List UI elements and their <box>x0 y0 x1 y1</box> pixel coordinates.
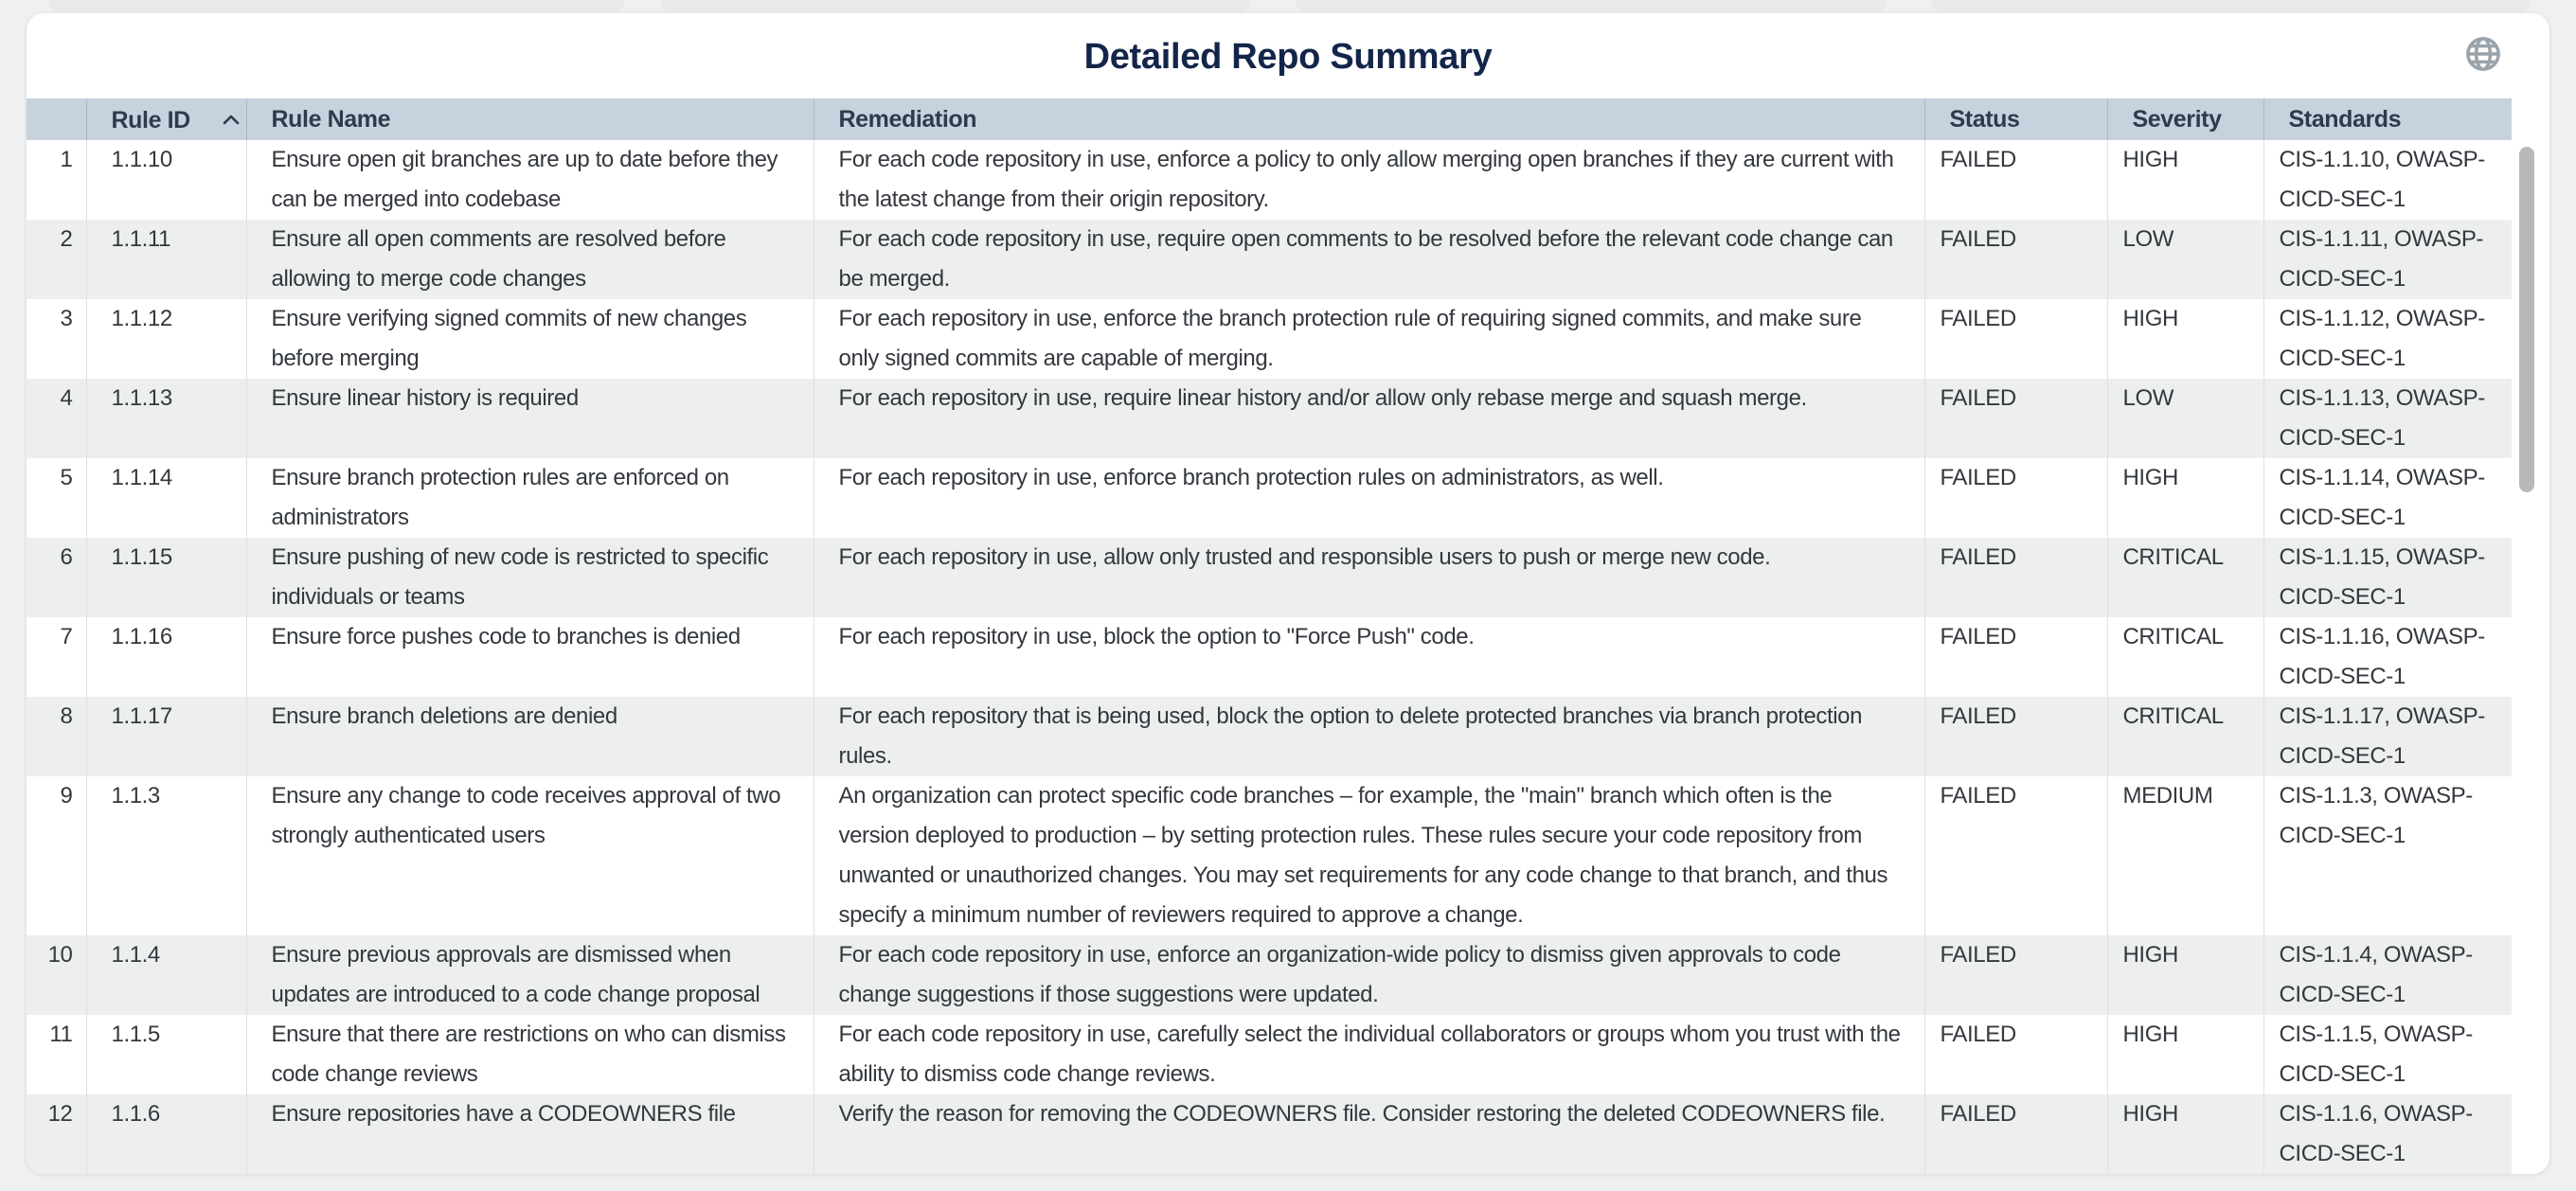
column-header-rule-name[interactable]: Rule Name <box>246 98 814 140</box>
cell-rule-name: Ensure pushing of new code is restricted to specific individuals or teams <box>246 538 814 617</box>
cell-status: FAILED <box>1924 1015 2107 1094</box>
cell-row-index: 5 <box>60 465 73 490</box>
column-header-status[interactable]: Status <box>1924 98 2107 140</box>
cell-rule-id: 1.1.4 <box>86 935 246 1015</box>
cell-rule-id: 1.1.16 <box>86 617 246 697</box>
adjacent-card-stub <box>49 0 625 11</box>
adjacent-card-stub <box>661 0 1250 11</box>
sort-ascending-icon <box>221 105 242 132</box>
cell-severity: CRITICAL <box>2107 538 2263 617</box>
table-row <box>27 1094 2512 1174</box>
cell-standards: CIS-1.1.11, OWASP-CICD-SEC-1 <box>2263 220 2512 299</box>
cell-severity: LOW <box>2107 220 2263 299</box>
table-row <box>27 458 2512 538</box>
cell-severity: CRITICAL <box>2107 617 2263 697</box>
column-header-standards[interactable]: Standards <box>2263 98 2512 140</box>
cell-row-index: 12 <box>47 1101 73 1127</box>
cell-standards: CIS-1.1.5, OWASP-CICD-SEC-1 <box>2263 1015 2512 1094</box>
cell-remediation: For each repository in use, allow only trusted and responsible users to push or merge new code. <box>814 538 1924 617</box>
cell-status: FAILED <box>1924 538 2107 617</box>
cell-row-index: 9 <box>60 783 73 809</box>
cell-standards: CIS-1.1.16, OWASP-CICD-SEC-1 <box>2263 617 2512 697</box>
cell-status: FAILED <box>1924 458 2107 538</box>
column-header-rule-id[interactable] <box>86 98 246 140</box>
table-row <box>27 299 2512 379</box>
cell-row-index: 4 <box>60 385 73 411</box>
adjacent-card-stub <box>1931 0 2531 11</box>
cell-status: FAILED <box>1924 299 2107 379</box>
page-title: Detailed Repo Summary <box>1083 37 1493 77</box>
cell-standards: CIS-1.1.4, OWASP-CICD-SEC-1 <box>2263 935 2512 1015</box>
table-row <box>27 1015 2512 1094</box>
cell-rule-name: Ensure linear history is required <box>246 379 814 458</box>
table-header-row <box>27 98 2512 140</box>
repo-summary-table <box>27 98 2512 1174</box>
cell-standards: CIS-1.1.14, OWASP-CICD-SEC-1 <box>2263 458 2512 538</box>
table-row <box>27 538 2512 617</box>
cell-standards: CIS-1.1.15, OWASP-CICD-SEC-1 <box>2263 538 2512 617</box>
cell-remediation: For each repository in use, require linear history and/or allow only rebase merge and squash merge. <box>814 379 1924 458</box>
vertical-scrollbar[interactable] <box>2519 140 2534 1174</box>
cell-status: FAILED <box>1924 140 2107 220</box>
cell-standards: CIS-1.1.6, OWASP-CICD-SEC-1 <box>2263 1094 2512 1174</box>
cell-standards: CIS-1.1.12, OWASP-CICD-SEC-1 <box>2263 299 2512 379</box>
cell-standards: CIS-1.1.13, OWASP-CICD-SEC-1 <box>2263 379 2512 458</box>
cell-rule-name: Ensure branch protection rules are enforced on administrators <box>246 458 814 538</box>
cell-standards: CIS-1.1.10, OWASP-CICD-SEC-1 <box>2263 140 2512 220</box>
cell-remediation: For each repository in use, enforce the branch protection rule of requiring signed commits, and make sure only signed commits are capable of merging. <box>814 299 1924 379</box>
cell-rule-id: 1.1.13 <box>86 379 246 458</box>
cell-rule-id: 1.1.5 <box>86 1015 246 1094</box>
cell-severity: HIGH <box>2107 140 2263 220</box>
cell-remediation: For each repository that is being used, block the option to delete protected branches via branch protection rules. <box>814 697 1924 776</box>
cell-severity: LOW <box>2107 379 2263 458</box>
cell-remediation: An organization can protect specific code branches – for example, the "main" branch which often is the version deployed to production – by setting protection rules. These rules secure your code repository from unwanted or unauthorized changes. You may set requirements for any code change to that branch, and thus specify a minimum number of reviewers required to approve a change. <box>814 776 1924 935</box>
cell-rule-id: 1.1.14 <box>86 458 246 538</box>
cell-row-index: 7 <box>60 624 73 649</box>
cell-status: FAILED <box>1924 220 2107 299</box>
cell-row-index: 3 <box>60 306 73 331</box>
cell-row-index: 11 <box>49 1022 73 1047</box>
cell-severity: HIGH <box>2107 1015 2263 1094</box>
table-row <box>27 617 2512 697</box>
cell-status: FAILED <box>1924 617 2107 697</box>
cell-status: FAILED <box>1924 379 2107 458</box>
card-titlebar <box>27 13 2549 98</box>
column-header-remediation[interactable]: Remediation <box>814 98 1924 140</box>
cell-rule-id: 1.1.10 <box>86 140 246 220</box>
cell-remediation: For each code repository in use, enforce an organization-wide policy to dismiss given approvals to code change suggestions if those suggestions were updated. <box>814 935 1924 1015</box>
cell-severity: HIGH <box>2107 1094 2263 1174</box>
detailed-repo-summary-card <box>27 13 2549 1174</box>
cell-rule-id: 1.1.3 <box>86 776 246 935</box>
cell-remediation: Verify the reason for removing the CODEOWNERS file. Consider restoring the deleted CODEOWNERS file. <box>814 1094 1924 1174</box>
cell-rule-id: 1.1.15 <box>86 538 246 617</box>
cell-rule-name: Ensure any change to code receives approval of two strongly authenticated users <box>246 776 814 935</box>
cell-severity: HIGH <box>2107 458 2263 538</box>
table-row <box>27 697 2512 776</box>
table-row <box>27 935 2512 1015</box>
table-row <box>27 140 2512 220</box>
vertical-scrollbar-thumb[interactable] <box>2519 147 2534 492</box>
cell-remediation: For each code repository in use, carefully select the individual collaborators or groups whom you trust with the ability to dismiss code change reviews. <box>814 1015 1924 1094</box>
cell-rule-name: Ensure open git branches are up to date before they can be merged into codebase <box>246 140 814 220</box>
cell-rule-name: Ensure force pushes code to branches is denied <box>246 617 814 697</box>
column-header-index[interactable] <box>27 98 86 140</box>
cell-severity: HIGH <box>2107 935 2263 1015</box>
cell-row-index: 1 <box>60 147 73 172</box>
cell-rule-id: 1.1.11 <box>86 220 246 299</box>
cell-rule-name: Ensure branch deletions are denied <box>246 697 814 776</box>
table-row <box>27 776 2512 935</box>
globe-icon <box>2463 34 2503 77</box>
table-body <box>27 140 2512 1174</box>
cell-severity: MEDIUM <box>2107 776 2263 935</box>
cell-rule-name: Ensure all open comments are resolved before allowing to merge code changes <box>246 220 814 299</box>
cell-severity: HIGH <box>2107 299 2263 379</box>
table-row <box>27 379 2512 458</box>
cell-rule-id: 1.1.6 <box>86 1094 246 1174</box>
cell-standards: CIS-1.1.3, OWASP-CICD-SEC-1 <box>2263 776 2512 935</box>
cell-rule-name: Ensure previous approvals are dismissed when updates are introduced to a code change proposal <box>246 935 814 1015</box>
cell-remediation: For each repository in use, block the option to "Force Push" code. <box>814 617 1924 697</box>
cell-remediation: For each code repository in use, enforce a policy to only allow merging open branches if they are current with the latest change from their origin repository. <box>814 140 1924 220</box>
cell-standards: CIS-1.1.17, OWASP-CICD-SEC-1 <box>2263 697 2512 776</box>
cell-row-index: 10 <box>47 942 73 968</box>
adjacent-card-stub <box>1296 0 1887 11</box>
cell-status: FAILED <box>1924 697 2107 776</box>
cell-rule-name: Ensure verifying signed commits of new changes before merging <box>246 299 814 379</box>
cell-remediation: For each repository in use, enforce branch protection rules on administrators, as well. <box>814 458 1924 538</box>
column-header-rule-id-label: Rule ID <box>111 106 190 133</box>
cell-remediation: For each code repository in use, require open comments to be resolved before the relevant code change can be merged. <box>814 220 1924 299</box>
cell-row-index: 6 <box>60 544 73 570</box>
cell-status: FAILED <box>1924 776 2107 935</box>
cell-rule-name: Ensure repositories have a CODEOWNERS file <box>246 1094 814 1174</box>
cell-rule-id: 1.1.12 <box>86 299 246 379</box>
column-header-severity[interactable]: Severity <box>2107 98 2263 140</box>
cell-rule-name: Ensure that there are restrictions on who can dismiss code change reviews <box>246 1015 814 1094</box>
cell-status: FAILED <box>1924 935 2107 1015</box>
globe-button[interactable] <box>2462 34 2504 76</box>
cell-status: FAILED <box>1924 1094 2107 1174</box>
table-row <box>27 220 2512 299</box>
cell-row-index: 2 <box>60 226 73 252</box>
cell-rule-id: 1.1.17 <box>86 697 246 776</box>
cell-severity: CRITICAL <box>2107 697 2263 776</box>
cell-row-index: 8 <box>60 703 73 729</box>
